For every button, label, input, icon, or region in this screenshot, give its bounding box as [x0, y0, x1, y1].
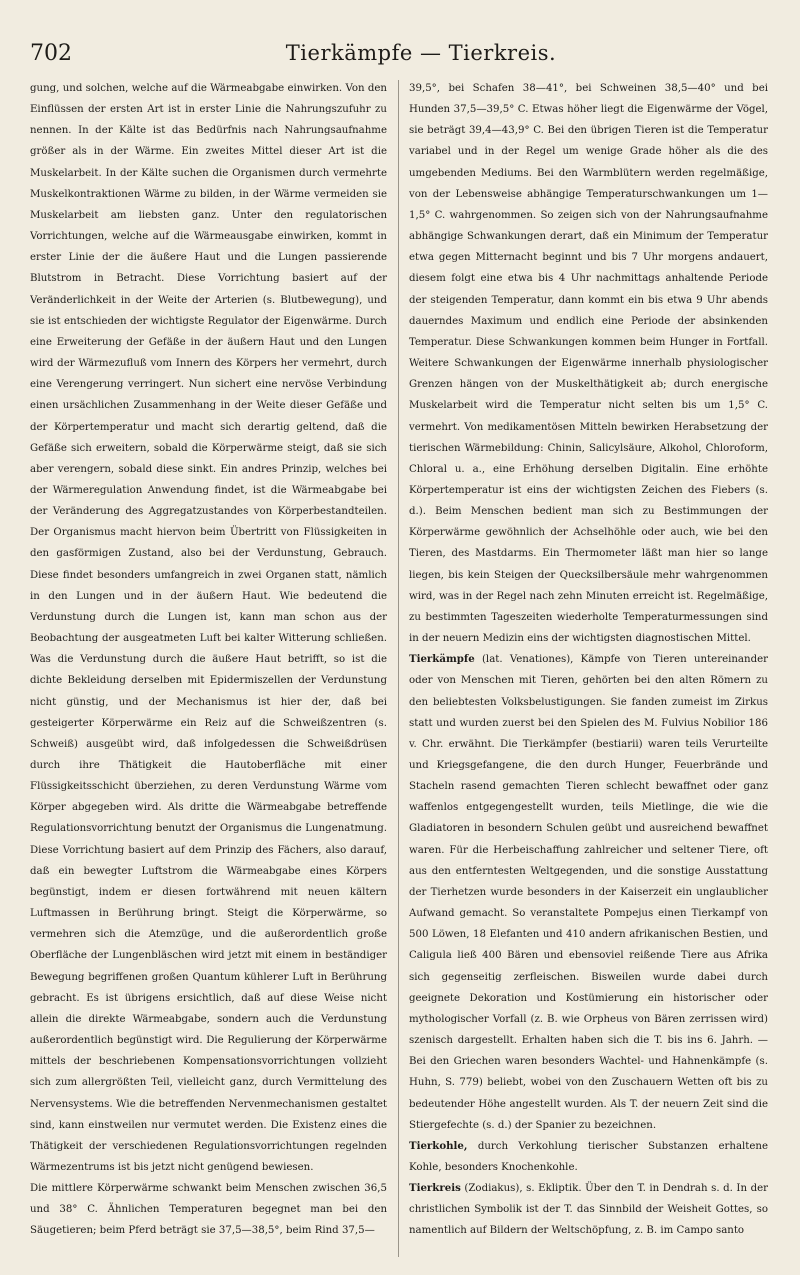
page-number: 702 — [30, 40, 72, 66]
right-column — [409, 78, 768, 1257]
entry-headword: Tierkohle, — [409, 1139, 468, 1152]
entry-headword: Tierkreis — [409, 1182, 461, 1195]
entry-body: (lat. Venationes), Kämpfe von Tieren untereinander oder von Menschen mit Tieren, gehörten bei den alten Römern zu den beliebtesten Volksbelustigungen. Sie fanden zumeist im Zirkus statt und wurden zuerst bei den Spielen des M. Fulvius Nobilior 186 v. Chr. erwähnt. Die Tierkämpfer (bestiarii) waren teils Verurteilte und Kriegsgefangene, die den durch Hunger, Feuerbrände und Stacheln rasend gemachten Tieren schlecht bewaffnet oder ganz waffenlos entgegengestellt wurden, teils Mietlinge, die wie die Gladiatoren in besondern Schulen geübt und ausreichend bewaffnet waren. Für die Herbeischaffung zahlreicher und seltener Tiere, oft aus den entferntesten Weltgegenden, und die sonstige Ausstattung der Tierhetzen wurde besonders in der Kaiserzeit ein unglaublicher Aufwand gemacht. So veranstaltete Pompejus einen Tierkampf von 500 Löwen, 18 Elefanten und 410 andern afrikanischen Bestien, und Caligula ließ 400 Bären und ebensoviel reißende Tiere aus Afrika sich gegenseitig zerfleischen. Bisweilen wurde dabei durch geeignete Dekoration und Kostümierung ein historischer oder mythologischer Vorfall (z. B. wie Orpheus von Bären zerrissen wird) szenisch dargestellt. Erhalten haben sich die T. bis ins 6. Jahrh. — Bei den Griechen waren besonders Wachtel- und Hahnenkämpfe (s. Huhn, S. 779) beliebt, wobei von den Zuschauern Wetten oft bis zu bedeutender Höhe angestellt wurden. Als T. der neuern Zeit sind die Stiergefechte (s. d.) der Spanier zu bezeichnen. — [409, 654, 768, 1131]
entry-body: (Zodiakus), s. Ekliptik. Über den T. in Dendrah s. d. In der christlichen Symbolik ist der T. das Sinnbild der Weisheit Gottes, so namentlich auf Bildern der Weltschöpfung, z. B. im Campo santo — [409, 1183, 768, 1237]
right-paragraph-1: 39,5°, bei Schafen 38—41°, bei Schweinen 38,5—40° und bei Hunden 37,5—39,5° C. Etwas höher liegt die Eigenwärme der Vögel, sie beträgt 39,4—43,9° C. Bei den übrigen Tieren ist die Temperatur variabel und in der Regel um wenige Grade höher als die des umgebenden Mediums. Bei den Warmblütern werden regelmäßige, von der Lebensweise abhängige Temperaturschwankungen um 1—1,5° C. wahrgenommen. So zeigen sich von der Nahrungsaufnahme abhängige Schwankungen derart, daß ein Minimum der Temperatur etwa gegen Mitternacht beginnt und bis 7 Uhr morgens andauert, diesem folgt eine etwa bis 4 Uhr nachmittags anhaltende Periode der steigenden Temperatur, dann kommt ein bis etwa 9 Uhr abends dauerndes Maximum und endlich eine Periode der absinkenden Temperatur. Diese Schwankungen kommen beim Hunger in Fortfall. Weitere Schwankungen der Eigenwärme innerhalb physiologischer Grenzen hängen von der Muskelthätigkeit ab; durch energische Muskelarbeit wird die Temperatur nicht selten bis um 1,5° C. vermehrt. Von medikamentösen Mitteln bewirken Herabsetzung der tierischen Wärmebildung: Chinin, Salicylsäure, Alkohol, Chloroform, Chloral u. a., eine Erhöhung derselben Digitalin. Eine erhöhte Körpertemperatur ist eins der wichtigsten Zeichen des Fiebers (s. d.). Beim Menschen bedient man sich zu Bestimmungen der Körperwärme gewöhnlich der Achselhöhle oder auch, wie bei den Tieren, des Mastdarms. Ein Thermometer läßt man hier so lange liegen, bis kein Steigen der Quecksilbersäule mehr wahrgenommen wird, was in der Regel nach zehn Minuten erreicht ist. Regelmäßige, zu bestimmten Tageszeiten wiederholte Temperaturmessungen sind in der neuern Medizin eins der wichtigsten diagnostischen Mittel. — [409, 83, 768, 645]
left-paragraph-2: Die mittlere Körperwärme schwankt beim Menschen zwischen 36,5 und 38° C. Ähnlichen Temperaturen begegnet man bei den Säugetieren; beim Pferd beträgt sie 37,5—38,5°, beim Rind 37,5— — [30, 1183, 387, 1237]
column-divider — [398, 80, 399, 1257]
entry-headword: Tierkämpfe — [409, 653, 475, 666]
left-paragraph-1: gung, und solchen, welche auf die Wärmeabgabe einwirken. Von den Einflüssen der ersten Art ist in erster Linie die Nahrungszufuhr zu nennen. In der Kälte ist das Bedürfnis nach Nahrungsaufnahme größer als in der Wärme. Ein zweites Mittel dieser Art ist die Muskelarbeit. In der Kälte suchen die Organismen durch vermehrte Muskelkontraktionen Wärme zu bilden, in der Wärme vermeiden sie Muskelarbeit am liebsten ganz. Unter den regulatorischen Vorrichtungen, welche auf die Wärmeausgabe einwirken, kommt in erster Linie der die äußere Haut und die Lungen passierende Blutstrom in Betracht. Diese Vorrichtung basiert auf der Veränderlichkeit in der Weite der Arterien (s. Blutbewegung), und sie ist entschieden der wichtigste Regulator der Eigenwärme. Durch eine Erweiterung der Gefäße in der äußern Haut und den Lungen wird der Wärmezufluß vom Innern des Körpers her vermehrt, durch eine Verengerung verringert. Nun sichert eine nervöse Verbindung einen ursächlichen Zusammenhang in der Weite dieser Gefäße und der Körpertemperatur und macht sich derartig geltend, daß die Gefäße sich erweitern, sobald die Körperwärme steigt, daß sie sich aber verengern, sobald diese sinkt. Ein andres Prinzip, welches bei der Wärmeregulation Anwendung findet, ist die Wärmeabgabe bei der Veränderung des Aggregatzustandes von Körperbestandteilen. Der Organismus macht hiervon beim Übertritt von Flüssigkeiten in den gasförmigen Zustand, also bei der Verdunstung, Gebrauch. Diese findet besonders umfangreich in zwei Organen statt, nämlich in den Lungen und in der äußern Haut. Wie bedeutend die Verdunstung durch die Lungen ist, kann man schon aus der Beobachtung der ausgeatmeten Luft bei kalter Witterung schließen. Was die Verdunstung durch die äußere Haut betrifft, so ist die dichte Bekleidung derselben mit Epidermiszellen der Verdunstung nicht günstig, und der Mechanismus ist hier der, daß bei gesteigerter Körperwärme ein Reiz auf die Schweißzentren (s. Schweiß) ausgeübt wird, daß infolgedessen die Schweißdrüsen durch ihre Thätigkeit die Hautoberfläche mit einer Flüssigkeitsschicht überziehen, zu deren Verdunstung Wärme vom Körper abgegeben wird. Als dritte die Wärmeabgabe betreffende Regulationsvorrichtung benutzt der Organismus die Lungenatmung. Diese Vorrichtung basiert auf dem Prinzip des Fächers, also darauf, daß ein bewegter Luftstrom die Wärmeabgabe eines Körpers begünstigt, indem er diesen fortwährend mit neuen kältern Luftmassen in Berührung bringt. Steigt die Körperwärme, so vermehren sich die Atemzüge, und die außerordentlich große Oberfläche der Lungenbläschen wird jetzt mit einem in beständiger Bewegung begriffenen großen Quantum kühlerer Luft in Berührung gebracht. Es ist übrigens ersichtlich, daß auf diese Weise nicht allein die direkte Wärmeabgabe, sondern auch die Verdunstung außerordentlich begünstigt wird. Die Regulierung der Körperwärme mittels der beschriebenen Kompensationsvorrichtungen vollzieht sich zum allergrößten Teil, vielleicht ganz, durch Vermittelung des Nervensystems. Wie die betreffenden Nervenmechanismen gestaltet sind, kann einstweilen nur vermutet werden. Die Existenz eines die Thätigkeit der verschiedenen Regulationsvorrichtungen regelnden Wärmezentrums ist bis jetzt nicht genügend bewiesen. — [30, 83, 387, 1173]
left-column — [30, 78, 387, 1257]
entry-tierkohle — [409, 1136, 768, 1178]
page-header — [30, 30, 782, 76]
entry-body: durch Verkohlung tierischer Substanzen erhaltene Kohle, besonders Knochenkohle. — [409, 1140, 768, 1173]
entry-tierkaempfe — [409, 649, 768, 1136]
entry-tierkreis — [409, 1178, 768, 1241]
running-title: Tierkämpfe — Tierkreis. — [285, 41, 557, 65]
